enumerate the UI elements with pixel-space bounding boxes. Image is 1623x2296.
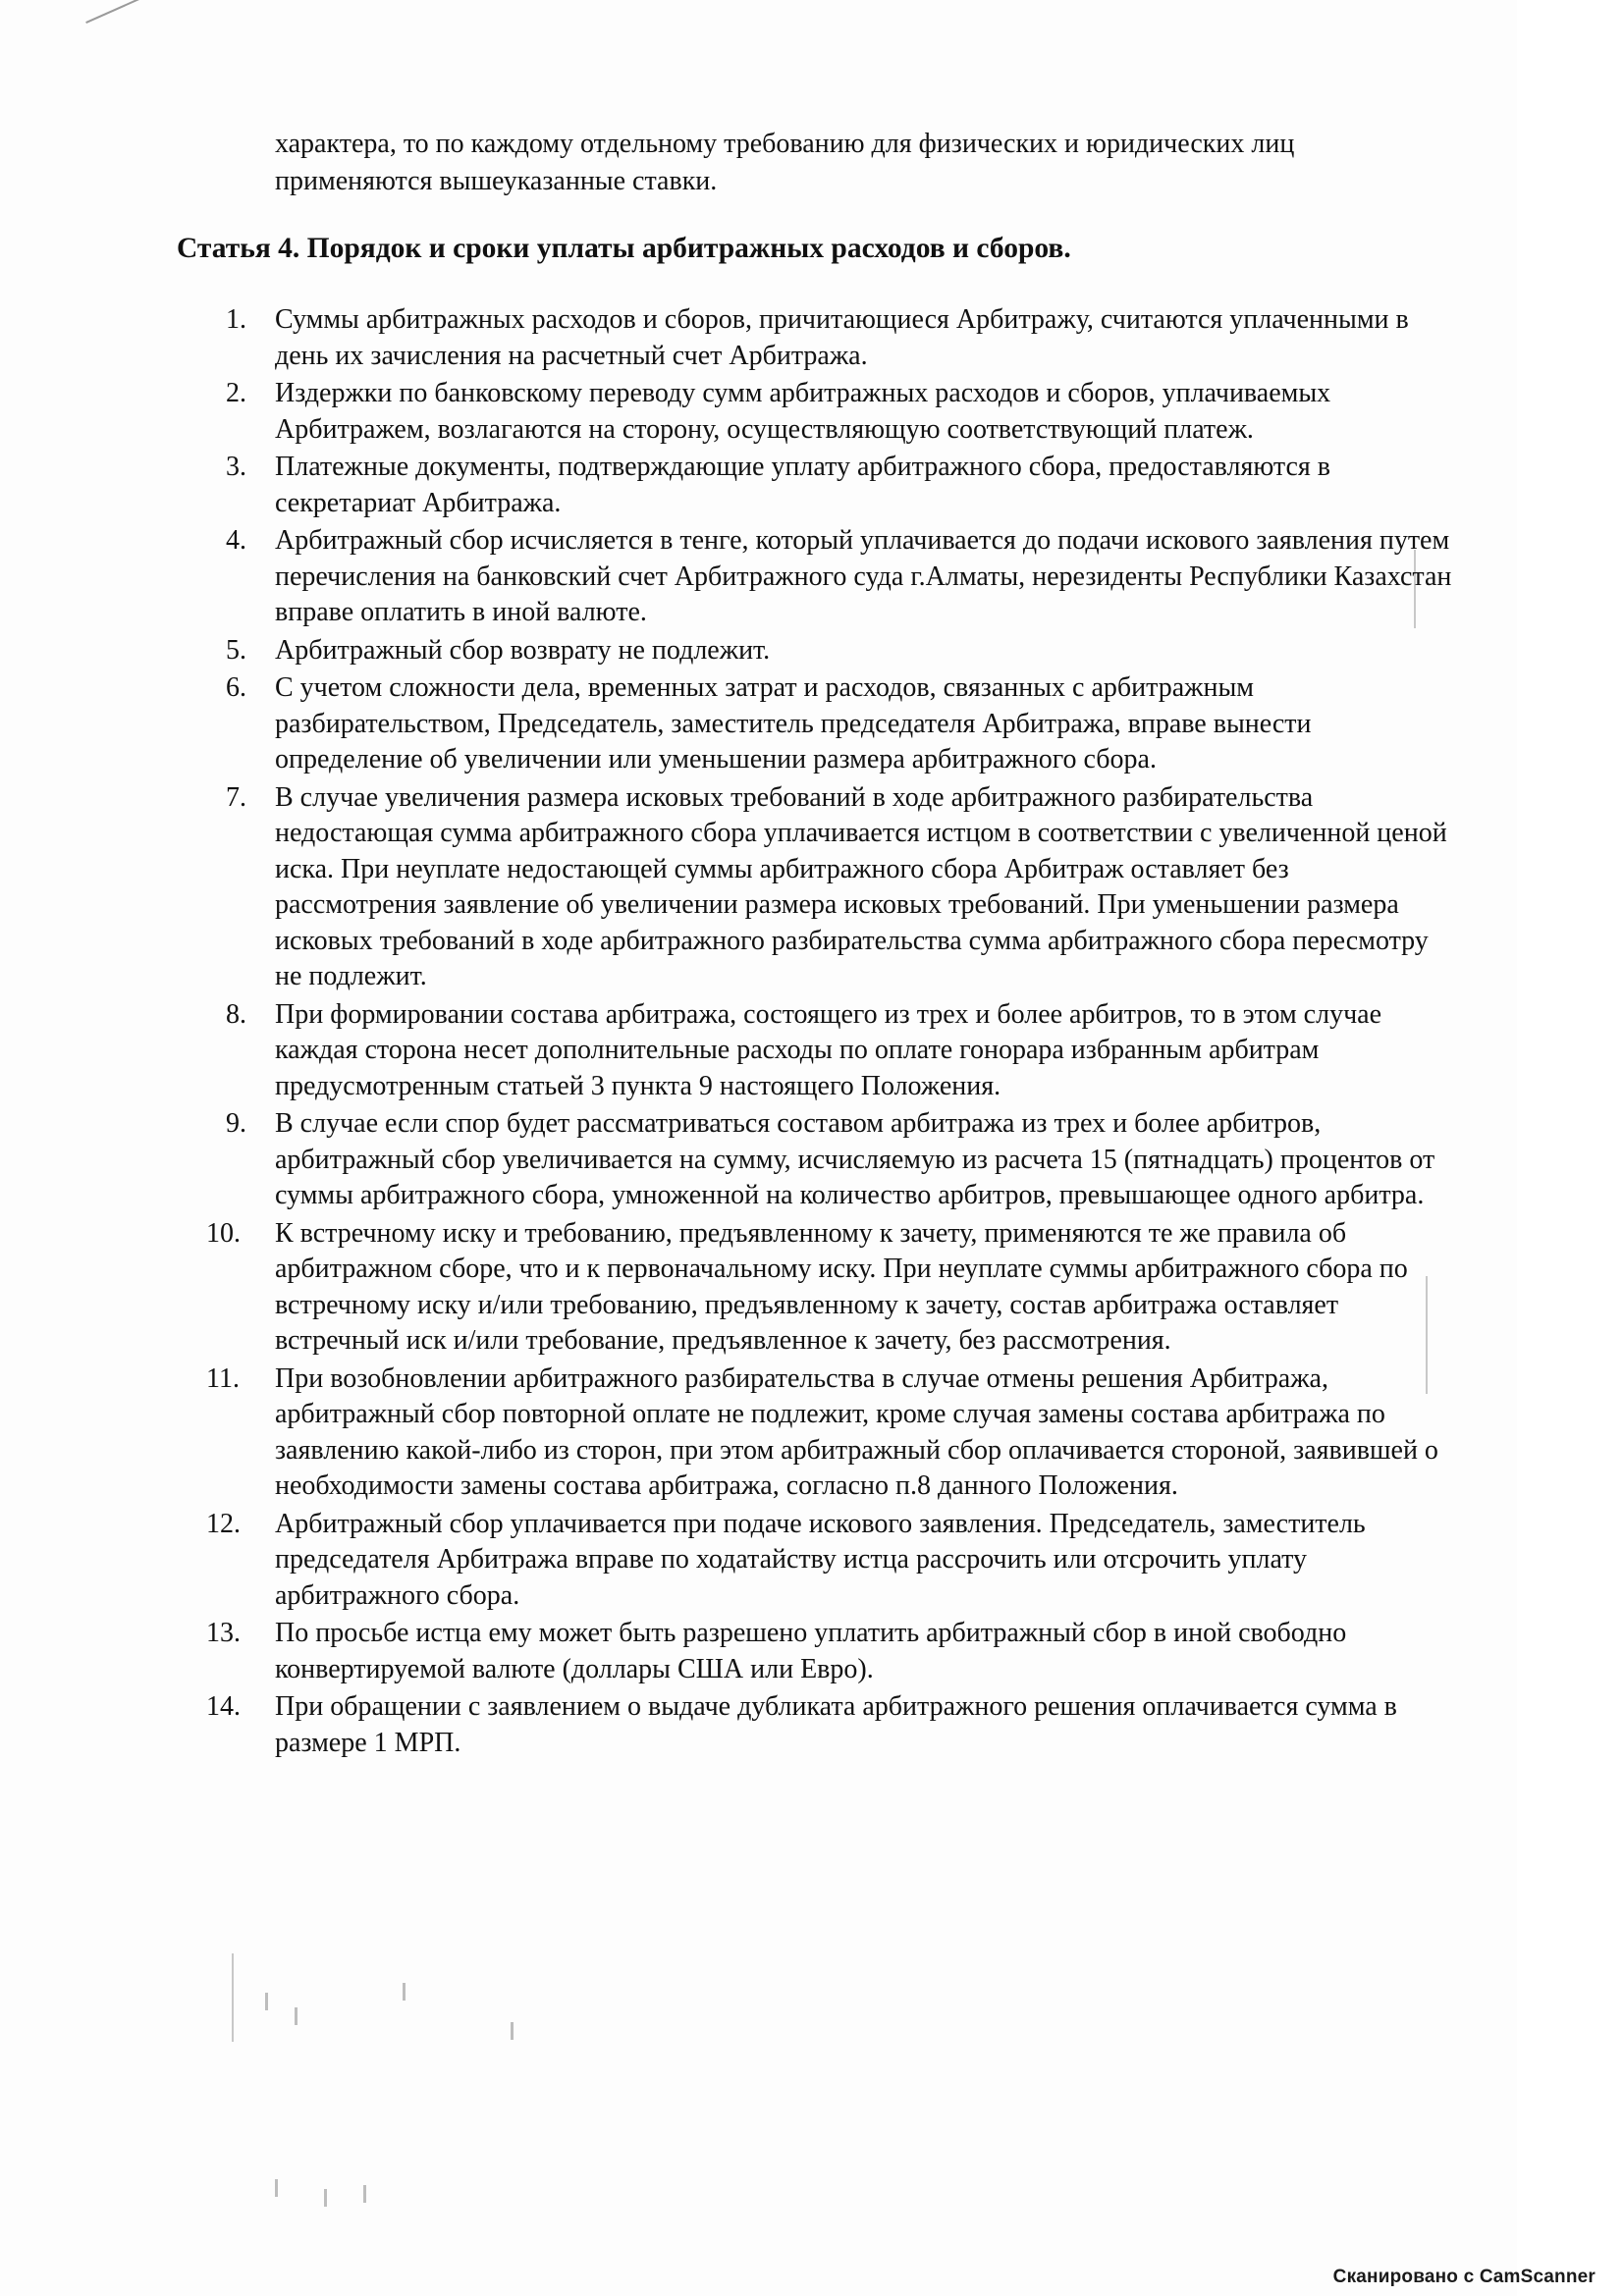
- scan-speck: [511, 2022, 514, 2040]
- item-number: 7.: [226, 781, 246, 813]
- article-heading: Статья 4. Порядок и сроки уплаты арбитражных расходов и сборов.: [177, 233, 1071, 264]
- item-text: Арбитражный сбор уплачивается при подаче искового заявления. Председатель, заместитель председателя Арбитража вправе по ходатайству истца рассрочить или отсрочить уплату арбитражного сбора.: [275, 1508, 1366, 1611]
- article-items-list: [177, 302, 1453, 1761]
- list-item: [177, 523, 1453, 631]
- item-text: В случае если спор будет рассматриваться составом арбитража из трех и более арбитров, арбитражный сбор увеличивается на сумму, исчисляемую из расчета 15 (пятнадцать) процентов от суммы арбитражного сбора, умноженной на количество арбитров, превышающее одного арбитра.: [275, 1108, 1435, 1210]
- item-text: При обращении с заявлением о выдаче дубликата арбитражного решения оплачивается сумма в размере 1 МРП.: [275, 1691, 1397, 1758]
- item-text: С учетом сложности дела, временных затрат и расходов, связанных с арбитражным разбирательством, Председатель, заместитель председателя Арбитража, вправе вынести определение об увеличении или уменьшении размера арбитражного сбора.: [275, 672, 1312, 774]
- item-number: 3.: [226, 452, 246, 482]
- scan-noise-area: [255, 1953, 844, 2228]
- item-text: При возобновлении арбитражного разбирательства в случае отмены решения Арбитража, арбитражный сбор повторной оплате не подлежит, кроме случая замены состава арбитража по заявлению какой-либо из сторон, при этом арбитражный сбор оплачивается стороной, заявившей о необходимости замены состава арбитража, согласно п.8 данного Положения.: [275, 1362, 1438, 1501]
- item-number: 14.: [206, 1691, 241, 1722]
- list-item: [177, 1616, 1453, 1687]
- list-item: [177, 302, 1453, 374]
- item-number: 8.: [226, 998, 246, 1030]
- list-item: [177, 376, 1453, 448]
- list-item: [177, 670, 1453, 778]
- item-number: 1.: [226, 304, 246, 335]
- item-number: 2.: [226, 378, 246, 408]
- item-text: Арбитражный сбор исчисляется в тенге, который уплачивается до подачи искового заявления путем перечисления на банковский счет Арбитражного суда г.Алматы, нерезиденты Республики Казахстан вправе оплатить в иной валюте.: [275, 525, 1452, 627]
- item-text: Суммы арбитражных расходов и сборов, причитающиеся Арбитражу, считаются уплаченными в день их зачисления на расчетный счет Арбитража.: [275, 304, 1409, 371]
- page-margin: [1517, 0, 1623, 2296]
- scanner-watermark: Сканировано с CamScanner: [1332, 2267, 1596, 2287]
- item-number: 9.: [226, 1108, 246, 1139]
- scan-speck: [275, 2179, 278, 2197]
- list-item: [177, 780, 1453, 995]
- list-item: [177, 1689, 1453, 1761]
- scan-streak: [232, 1953, 234, 2042]
- item-number: 13.: [206, 1618, 241, 1648]
- item-number: 4.: [226, 525, 246, 556]
- list-item: [177, 997, 1453, 1105]
- item-text: Платежные документы, подтверждающие уплату арбитражного сбора, предоставляются в секретариат Арбитража.: [275, 452, 1330, 518]
- scan-speck: [363, 2185, 366, 2203]
- item-number: 11.: [206, 1362, 240, 1394]
- scan-speck: [265, 1993, 268, 2010]
- item-number: 5.: [226, 634, 246, 666]
- list-item: [177, 1216, 1453, 1360]
- item-text: К встречному иску и требованию, предъявленному к зачету, применяются те же правила об арбитражном сборе, что и к первоначальному иску. При неуплате суммы арбитражного сбора по встречному иску и/или требованию, предъявленному к зачету, состав арбитража оставляет встречный иск и/или требование, предъявленное к зачету, без рассмотрения.: [275, 1217, 1408, 1356]
- scan-speck: [403, 1983, 406, 2001]
- list-item: [177, 450, 1453, 521]
- item-text: По просьбе истца ему может быть разрешено уплатить арбитражный сбор в иной свободно конвертируемой валюте (доллары США или Евро).: [275, 1618, 1347, 1684]
- list-item: [177, 1507, 1453, 1615]
- item-text: Арбитражный сбор возврату не подлежит.: [275, 634, 771, 666]
- intro-paragraph: характера, то по каждому отдельному требованию для физических и юридических лиц применяются вышеуказанные ставки.: [275, 129, 1295, 196]
- scan-speck: [324, 2189, 327, 2207]
- scan-speck: [295, 2007, 298, 2025]
- item-number: 10.: [206, 1217, 241, 1249]
- list-item: [177, 633, 1453, 669]
- item-number: 6.: [226, 672, 246, 703]
- item-text: В случае увеличения размера исковых требований в ходе арбитражного разбирательства недостающая сумма арбитражного сбора уплачивается истцом в соответствии с увеличенной ценой иска. При неуплате недостающей суммы арбитражного сбора Арбитраж оставляет без рассмотрения заявление об увеличении размера исковых требований. При уменьшении размера исковых требований в ходе арбитражного разбирательства сумма арбитражного сбора пересмотру не подлежит.: [275, 781, 1447, 991]
- item-text: Издержки по банковскому переводу сумм арбитражных расходов и сборов, уплачиваемых Арбитражем, возлагаются на сторону, осуществляющую соответствующий платеж.: [275, 378, 1331, 445]
- list-item: [177, 1362, 1453, 1505]
- item-text: При формировании состава арбитража, состоящего из трех и более арбитров, то в этом случае каждая сторона несет дополнительные расходы по оплате гонорара избранным арбитрам предусмотренным статьей 3 пункта 9 настоящего Положения.: [275, 998, 1381, 1101]
- document-body: [177, 126, 1453, 1763]
- item-number: 12.: [206, 1508, 241, 1539]
- list-item: [177, 1106, 1453, 1214]
